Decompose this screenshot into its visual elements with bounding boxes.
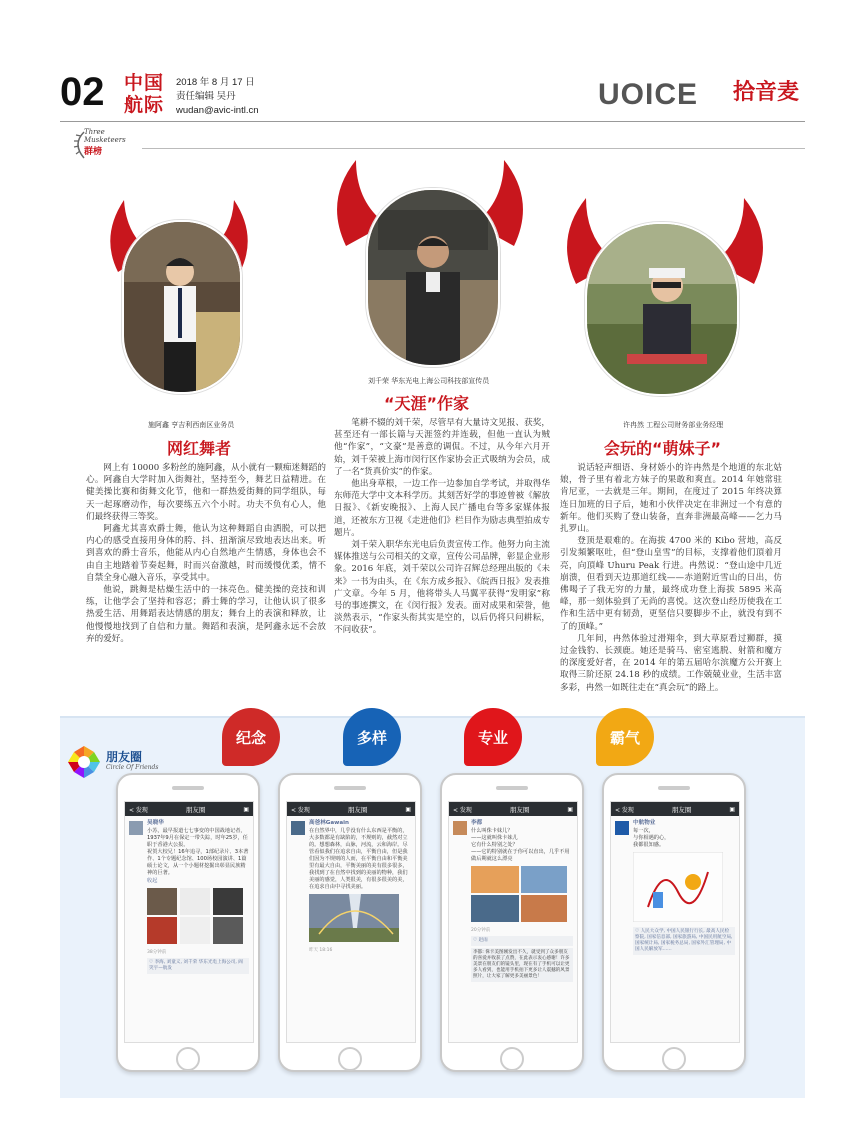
post-images[interactable] <box>633 852 735 925</box>
profile-2-caption: 刘千荣 华东光电上海公司科技部宣传员 <box>368 377 490 385</box>
issue-meta <box>176 76 259 118</box>
page-number: 02 <box>60 70 105 114</box>
camera-icon[interactable]: ▣ <box>243 805 249 813</box>
portrait-2 <box>366 188 500 367</box>
moments-subtitle: Circle Of Friends <box>106 764 159 771</box>
phone-2-post <box>287 816 415 956</box>
profile-3-para-2: 登顶是艰难的。在海拔 4700 米的 Kibo 营地，高反引发頻繁呕吐，但“登山皇雪”的目标，支撑着他们頂着月亮，向頂峰 Uhuru Peak 行进。冉然说：“登山途中几近崩溃，但看到天边那道红线——赤道附近雪山的日出，仿佛喝子了我无穷的力量，最终成功登上海拔 5895 米高峰，那一刻体验到了无尚的喜悦。这次登山经历使我在工作和生活中更有韧劲，更坚信只要脚步不止，就没有到不了的顶峰。” <box>560 536 782 632</box>
avatar <box>615 821 629 835</box>
portrait-2-photo <box>368 190 498 365</box>
profile-2-para-2: 他出身草根，一边工作一边参加自学考试，并取得华东师范大学中文本科学历。其刻苦好学的事迹曾被《解放日报》、《新安晚报》、上海人民广播电台等多家媒体报道，还被东方卫视《走进他们》栏目作为励志典型拍成专题片。 <box>334 479 550 538</box>
phone-2-navbar <box>287 802 415 816</box>
profile-3-headline: 会玩的“萌妹子” <box>604 439 722 458</box>
profile-2-para-3: 刘千荣入职华东光电后负责宣传工作。他努力向主流媒体推送与公司相关的文章，宣传公司品牌，彰显企业形象。2016 年底，刘千荣以公司许召辉总经理出版的《未来》一书为由头，在《东方成乡报》、《皖西日报》发表推广文章。今年 5 月，他将带头人马翼平获得“发明家”称号的事迹撰文，在《闵行报》发表。面对成果和荣誉，他淡然表示，“作家头衔其实是空的，以后仍将只问耕耘，不问收获”。 <box>334 540 550 636</box>
bubble-label: 纪念 <box>235 728 266 747</box>
profile-2-para-1: 笔耕不辍的刘千荣，尽管早有大量诗文见报、获奖，甚至还有一部长篇与天涯签约并连载，但他一直认为贼他“作家”，“文豪”是善意的调侃。不过，从今年六月开始，刘千荣被上海市闵行区作家协会正式吸纳为会员，成了一名“货真价实”的作家。 <box>334 418 550 477</box>
issue-date: 2018 年 8 月 17 日 <box>176 77 255 88</box>
profile-3-caption: 许冉然 工程公司财务部业务经理 <box>623 421 724 429</box>
profile-3-para-3: 几年间，冉然体验过滑翔伞，到大草原看过狮群，摸过金钱豹、长颈鹿。她还是骑马、密室逃脱、射箭和魔方的深度爱好者，在 2014 年的第五届哈尔滨魔方公开赛上取得三阶还原 24.18 秒的成绩。工作兢兢业业，生活丰富多彩，冉然一如既往走在“真会玩”的路上。 <box>560 633 782 693</box>
camera-icon[interactable]: ▣ <box>405 805 411 813</box>
moments-aperture-icon <box>66 744 102 780</box>
phone-4-navbar <box>611 802 739 816</box>
post-text: 在自然界中，几乎没有什么东西是平衡的，大多数都是有缺陷的，不规则的，截然对立的。想想森林，山脉，河流，云和海岸。尽管看似我们在追求自由，平衡自由，但是我们因为不规则的人而，在平衡自由和平衡美里有最大自由，平衡美丽的美有很多很多，我找到了在自然中找到的美丽的物种，我们美丽的感觉，人类很美，有很多很美的美，在追求自由中寻找美丽。 <box>309 828 408 890</box>
post-time: 20分钟前 <box>471 928 491 933</box>
post-likes: ♡ 李海, 刘童义, 刘千荣 华东光电上海公司, 阎笑宇—航发 <box>147 958 249 974</box>
back-button[interactable]: < 发现 <box>453 806 472 814</box>
column-title-en: UOICE <box>598 78 699 111</box>
bubble-baqi <box>596 708 654 766</box>
phone-3-post <box>449 816 577 984</box>
phone-1-screen <box>124 801 254 1043</box>
phone-4-post <box>611 816 739 957</box>
bubble-jinian <box>222 708 280 766</box>
profile-1-caption: 施阿鑫 亨吉利西南区业务员 <box>148 421 235 429</box>
phone-3 <box>440 773 584 1072</box>
post-time: 昨天 18:16 <box>309 948 333 953</box>
issue-email: wudan@avic-intl.cn <box>176 105 259 116</box>
post-author[interactable]: 李都 <box>471 820 483 826</box>
moments-title: 朋友圈 <box>106 750 143 764</box>
profile-3-para-1: 说话轻声细语、身材娇小的许冉然是个地道的东北姑娘，骨子里有着北方妹子的果敢和爽直。2014 年她常驻肯尼亚，一去就是三年。期间，在度过了 2015 年终决算连日加班的日子后，她和小伙伴决定在非洲过一个有意的新年。他们买购了登山装备，直奔非洲最高峰——乞力马扎罗山。 <box>560 463 782 535</box>
logo-line-2: 航际 <box>124 94 165 116</box>
avatar <box>291 821 305 835</box>
post-images[interactable] <box>471 866 573 925</box>
phone-2 <box>278 773 422 1072</box>
post-likes: ♡ 人民大众学, 中国人民银行行长, 最高人民检察院, 国家信息部, 国家旅游局, 中国民用航空局, 国家统计局, 国家税务总局, 国家外汇管理局, 中国人民解放军…… <box>633 927 735 955</box>
post-comment: 李都: 侏卡美图刚发出不久，就受到了众多朋友的喜爱并收获了点赞，在此表示衷心感谢！许多美景在朋友们的镜头里，现在有了手机可以让更多人看到，也能用手机拍下更多让人震撼的风景照片，让大家了解更多美丽景色！ <box>471 948 573 982</box>
phone-1-title: 朋友圈 <box>185 805 206 814</box>
portrait-1 <box>122 220 242 394</box>
post-collapse-link[interactable]: 收起 <box>147 878 158 884</box>
avatar <box>129 821 143 835</box>
phone-2-screen <box>286 801 416 1043</box>
post-text: 每一次， 与你相遇的心， 我都很知感。 <box>633 828 670 848</box>
phone-4-title: 朋友圈 <box>671 805 692 814</box>
phone-1 <box>116 773 260 1072</box>
post-photo-artwork <box>633 852 723 922</box>
camera-icon[interactable]: ▣ <box>567 805 573 813</box>
profile-1-para-3: 他说，跳舞是枯燥生活中的一抹亮色。健美操的竞技和训练，让他学会了坚持和容忍；爵士舞的学习，让他认识了很多热爱生活、用舞蹈表达情感的朋友；舞台上的表演和释放，让他慢慢地找到了自信和力量。舞蹈和表演，是阿鑫永远不会放弃的爱好。 <box>86 585 326 644</box>
logo-line-1: 中国 <box>124 72 165 94</box>
section-divider <box>142 148 805 149</box>
phone-speaker <box>496 786 528 790</box>
post-author[interactable]: 高爸林Gawain <box>309 820 349 826</box>
home-button[interactable] <box>500 1047 524 1071</box>
phone-1-navbar <box>125 802 253 816</box>
bubble-duoyang <box>343 708 401 766</box>
column-title-cn: 拾音麦 <box>733 80 800 105</box>
post-author[interactable]: 中航物业 <box>633 820 656 826</box>
post-time: 38分钟前 <box>147 950 167 955</box>
post-photo-grid <box>471 866 567 922</box>
profile-3-body <box>560 462 782 694</box>
header-divider <box>60 121 805 122</box>
phone-4-screen <box>610 801 740 1043</box>
bubble-label: 专业 <box>477 728 508 747</box>
post-likes: ♡ 赵雨 <box>471 936 573 946</box>
post-images[interactable] <box>309 894 411 945</box>
home-button[interactable] <box>176 1047 200 1071</box>
home-button[interactable] <box>662 1047 686 1071</box>
profile-1-body <box>86 462 326 645</box>
post-text: 什么叫侏卡妹儿？ ——这就叫侏卡妹儿 它有什么特别之处？ ——它的特别就在于你可以直出，几乎不用做后期就这么漂亮 <box>471 828 570 862</box>
badge-en-line1: Three <box>84 128 105 136</box>
profile-2-headline: “天涯”作家 <box>384 394 470 413</box>
phone-1-post <box>125 816 253 976</box>
post-author[interactable]: 吴晓华 <box>147 820 164 826</box>
home-button[interactable] <box>338 1047 362 1071</box>
avatar <box>453 821 467 835</box>
phone-4 <box>602 773 746 1072</box>
profile-1-para-1: 网上有 10000 多粉丝的施阿鑫，从小就有一颗痴迷舞蹈的心。阿鑫自大学时加入街舞社，坚持至今，舞艺日益精进。在健美操比赛和街舞文化节，他和一群热爱街舞的同学组队，每天一起琢磨动作，每次要练五六个小时。功夫不负有心人，他们最终获得三等奖。 <box>86 463 326 522</box>
phone-3-navbar <box>449 802 577 816</box>
post-images[interactable] <box>147 888 249 947</box>
phone-speaker <box>658 786 690 790</box>
post-photo-tornado <box>309 894 399 942</box>
issue-editor: 责任编辑 吴丹 <box>176 91 236 102</box>
newspaper-logo <box>124 72 172 118</box>
phone-speaker <box>334 786 366 790</box>
bubble-zhuanye <box>464 708 522 766</box>
post-photo-grid <box>147 888 243 944</box>
back-button[interactable]: < 发现 <box>615 806 634 814</box>
phone-3-title: 朋友圈 <box>509 805 530 814</box>
bubble-label: 霸气 <box>609 728 640 747</box>
back-button[interactable]: < 发现 <box>129 806 148 814</box>
portrait-3 <box>585 222 739 396</box>
badge-cn: 群榜 <box>84 147 103 157</box>
post-text: 小苏，最早报道七七事变的中国战地记者，1937年9月在保定一带失踪，时年25岁，任职于香港大公报。 祝贺大校兄！16年追寻，1部纪录片、3本著作、1个专题纪念馆、100场校园演讲、1篇硕士论文，从一个小题材挖掘出彰显民族精神的巨著。 <box>147 828 249 876</box>
portrait-3-photo <box>587 224 737 394</box>
profile-1-para-2: 阿鑫尤其喜欢爵士舞，他认为这种舞蹈自由洒脱，可以把内心的感受直接用身体的胯、抖、扭渐演尽致地表达出来。听到喜欢的爵士音乐，他能从内心自然地产生情感，身体也会不由自主地踏着节奏起舞，时而兴奋激越，时而缓慢优柔，情不自禁全身心融入音乐，享受其中。 <box>86 524 326 583</box>
badge-en-line2: Musketeers <box>84 136 126 144</box>
phone-speaker <box>172 786 204 790</box>
bubble-label: 多样 <box>356 728 387 747</box>
three-musketeers-badge <box>70 128 140 164</box>
back-button[interactable]: < 发现 <box>291 806 310 814</box>
profile-2-body <box>334 417 550 637</box>
phone-2-title: 朋友圈 <box>347 805 368 814</box>
phone-3-screen <box>448 801 578 1043</box>
camera-icon[interactable]: ▣ <box>729 805 735 813</box>
portrait-1-photo <box>124 222 240 392</box>
profile-1-headline: 网红舞者 <box>167 439 232 458</box>
